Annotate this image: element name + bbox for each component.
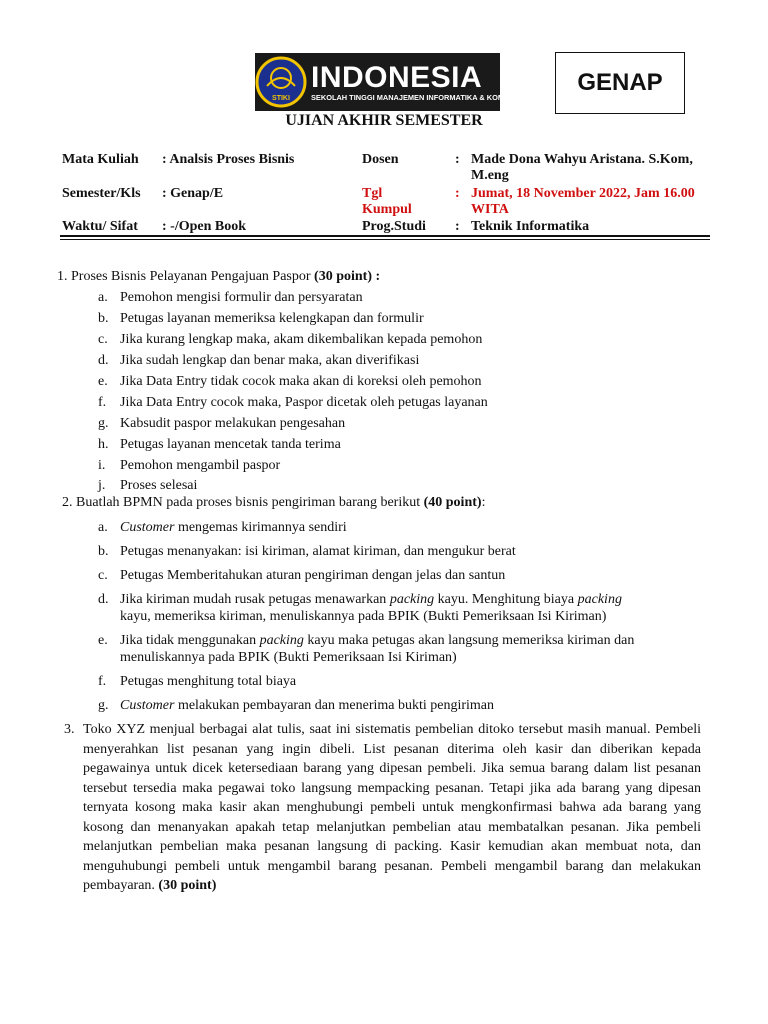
- q1-item-text: Jika kurang lengkap maka, akam dikembalikan kepada pemohon: [120, 332, 483, 347]
- q2-item-d: [98, 591, 622, 608]
- q2-item-label: d.: [98, 592, 109, 607]
- waktu-value: : -/Open Book: [162, 219, 247, 234]
- mata-kuliah-label: Mata Kuliah: [62, 152, 139, 167]
- q2-item-g: [98, 697, 494, 714]
- dosen-value-2: M.eng: [471, 168, 509, 183]
- semester-label: Semester/Kls: [62, 186, 141, 201]
- q1-item-label: c.: [98, 332, 108, 347]
- q3-number: 3.: [64, 722, 75, 737]
- q2-item-label: e.: [98, 633, 108, 648]
- prodi-value: Teknik Informatika: [471, 219, 590, 234]
- waktu-label: Waktu/ Sifat: [62, 219, 138, 234]
- q1-item: [98, 331, 482, 348]
- q2-item-c: [98, 567, 505, 584]
- tgl-colon: :: [455, 186, 460, 201]
- q1-item-text: Jika Data Entry cocok maka, Paspor dicetak oleh petugas layanan: [120, 395, 488, 410]
- q2-item-text: Petugas Memberitahukan aturan pengiriman dengan jelas dan santun: [120, 568, 506, 583]
- header-divider-thin: [60, 239, 710, 240]
- q2-item-label: c.: [98, 568, 108, 583]
- dosen-label: Dosen: [362, 152, 399, 167]
- q1-item-label: a.: [98, 290, 108, 305]
- q1-item: [98, 457, 280, 474]
- q2-item-text: Petugas menghitung total biaya: [120, 674, 297, 689]
- q1-item: [98, 415, 345, 432]
- q3-points: (30 point): [158, 878, 217, 893]
- q2-item-text: Jika kiriman mudah rusak petugas menawarkan: [120, 592, 390, 607]
- mata-kuliah-value: : Analsis Proses Bisnis: [162, 152, 295, 167]
- header-divider: [60, 235, 710, 237]
- q2-item-em: packing: [259, 633, 304, 648]
- q1-points: (30 point) :: [314, 269, 381, 284]
- q2-item-em: Customer: [120, 520, 175, 535]
- q1-item-label: b.: [98, 311, 109, 326]
- q1-item-label: j.: [98, 478, 106, 493]
- q1-item-label: g.: [98, 416, 109, 431]
- q1-item-text: Petugas layanan memeriksa kelengkapan dan formulir: [120, 311, 424, 326]
- semester-badge: GENAP: [555, 52, 685, 114]
- q1-item: [98, 373, 482, 390]
- q2-item-label: g.: [98, 698, 109, 713]
- logo-subtitle: SEKOLAH TINGGI MANAJEMEN INFORMATIKA & KOMPUTER: [311, 92, 530, 102]
- prodi-label: Prog.Studi: [362, 219, 426, 234]
- q2-title-text: 2. Buatlah BPMN pada proses bisnis pengiriman barang berikut: [62, 495, 424, 510]
- q1-item: [98, 436, 341, 453]
- institution-logo: [255, 53, 530, 111]
- q1-item-label: i.: [98, 458, 106, 473]
- q2-item-text: kayu maka petugas akan langsung memeriksa kiriman dan: [303, 633, 635, 648]
- q1-title: [57, 268, 380, 285]
- tgl-label-1: Tgl: [362, 186, 383, 201]
- q1-item-text: Pemohon mengisi formulir dan persyaratan: [120, 290, 363, 305]
- q1-item-text: Jika Data Entry tidak cocok maka akan di koreksi oleh pemohon: [120, 374, 482, 389]
- q1-item: [98, 352, 419, 369]
- q1-item: [98, 394, 488, 411]
- q2-item-label: b.: [98, 544, 109, 559]
- q1-item: [98, 289, 363, 306]
- exam-title: UJIAN AKHIR SEMESTER: [285, 112, 483, 129]
- q2-item-text: Petugas menanyakan: isi kiriman, alamat kiriman, dan mengukur berat: [120, 544, 516, 559]
- q2-item-e: [98, 632, 634, 649]
- q2-item-em: packing: [389, 592, 435, 607]
- prodi-colon: :: [455, 219, 460, 234]
- q2-item-label: f.: [98, 674, 107, 689]
- q1-item-label: d.: [98, 353, 109, 368]
- q2-item-b: [98, 543, 516, 560]
- q1-item-text: Pemohon mengambil paspor: [120, 458, 281, 473]
- tgl-value-2: WITA: [471, 202, 509, 217]
- q2-item-e-line2: menuliskannya pada BPIK (Bukti Pemeriksaan Isi Kiriman): [120, 650, 457, 665]
- q1-item: [98, 310, 424, 327]
- q2-points: (40 point): [423, 495, 482, 510]
- emblem-text: STIKI: [272, 95, 290, 102]
- q1-title-text: 1. Proses Bisnis Pelayanan Pengajuan Paspor: [57, 269, 315, 284]
- q2-item-text: Jika tidak menggunakan: [120, 633, 260, 648]
- q1-item-label: f.: [98, 395, 107, 410]
- q2-item-f: [98, 673, 296, 690]
- semester-value: : Genap/E: [162, 186, 224, 201]
- q2-title-end: :: [481, 495, 486, 510]
- q2-item-em: packing: [577, 592, 622, 607]
- q2-item-a: [98, 519, 347, 536]
- q2-item-text: melakukan pembayaran dan menerima bukti pengiriman: [174, 698, 495, 713]
- q1-item-text: Proses selesai: [120, 478, 198, 493]
- tgl-value-1: Jumat, 18 November 2022, Jam 16.00: [471, 186, 695, 201]
- q1-item-label: e.: [98, 374, 108, 389]
- dosen-colon: :: [455, 152, 460, 167]
- q2-item-text: kayu. Menghitung biaya: [434, 592, 578, 607]
- q2-item-label: a.: [98, 520, 108, 535]
- q3-paragraph: [64, 720, 701, 896]
- q2-item-em: Customer: [120, 698, 175, 713]
- q2-title: [62, 494, 485, 511]
- tgl-label-2: Kumpul: [362, 202, 412, 217]
- q1-item-label: h.: [98, 437, 109, 452]
- q1-item-text: Petugas layanan mencetak tanda terima: [120, 437, 341, 452]
- emblem-icon: [255, 53, 307, 111]
- q2-item-text: mengemas kirimannya sendiri: [174, 520, 347, 535]
- q2-item-d-line2: kayu, memeriksa kiriman, menuliskannya pada BPIK (Bukti Pemeriksaan Isi Kiriman): [120, 609, 607, 624]
- q1-item-text: Kabsudit paspor melakukan pengesahan: [120, 416, 346, 431]
- q3-text: Toko XYZ menjual berbagai alat tulis, saat ini sistematis pembelian ditoko tersebut masih manual. Pembeli menyerahkan list pesanan yang ingin dibeli. List pesanan diterima oleh kasir dan diberikan kepada pegawainya untuk dicek ketersediaan barang yang dipesan pembeli. Jika semua barang dalam list pesanan tersebut tersedia maka pegawai toko langsung mempacking pesanan. Tetapi jika ada barang yang dipesan ternyata kosong maka kasir akan menghubungi pembeli untuk mengkonfirmasi bahwa ada barang yang kosong dan menanyakan apakah tetap melanjutkan pembelian atau membatalkan pesanan. Jika pembeli melanjutkan pembelian maka pesanan langsung di packing. Kasir kemudian akan membuat nota, dan menguhubungi pembeli untuk mengambil barang pesanan. Pembeli mengambil barang dan melakukan pembayaran.: [83, 722, 701, 893]
- q1-item: [98, 477, 197, 494]
- q1-item-text: Jika sudah lengkap dan benar maka, akan diverifikasi: [120, 353, 420, 368]
- logo-name: INDONESIA: [311, 60, 483, 94]
- dosen-value-1: Made Dona Wahyu Aristana. S.Kom,: [471, 152, 693, 167]
